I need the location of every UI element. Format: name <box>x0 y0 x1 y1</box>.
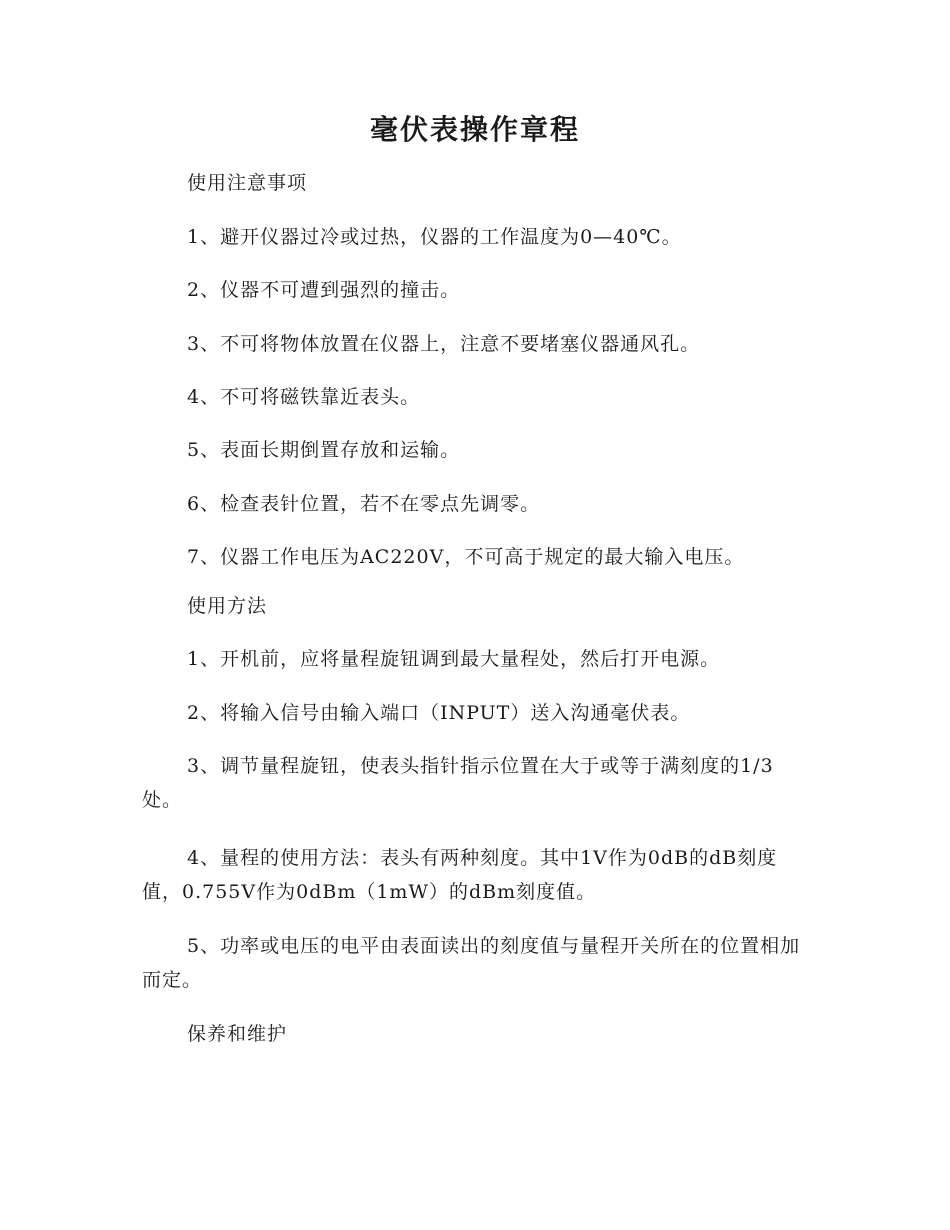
paragraph: 5、功率或电压的电平由表面读出的刻度值与量程开关所在的位置相加而定。 <box>142 935 801 991</box>
section-heading-maintenance: 保养和维护 <box>187 1023 288 1045</box>
paragraph: 6、检查表针位置，若不在零点先调零。 <box>187 493 541 515</box>
paragraph: 2、仪器不可遭到强烈的撞击。 <box>187 279 461 301</box>
paragraph: 2、将输入信号由输入端口（INPUT）送入沟通毫伏表。 <box>187 702 691 724</box>
paragraph: 5、表面长期倒置存放和运输。 <box>187 439 461 461</box>
paragraph: 1、开机前，应将量程旋钮调到最大量程处，然后打开电源。 <box>187 648 721 670</box>
section-heading-precautions: 使用注意事项 <box>187 172 308 194</box>
paragraph: 3、调节量程旋钮，使表头指针指示位置在大于或等于满刻度的1/3处。 <box>142 755 774 811</box>
paragraph: 4、不可将磁铁靠近表头。 <box>187 386 421 408</box>
paragraph: 4、量程的使用方法：表头有两种刻度。其中1V作为0dB的dB刻度值，0.755V作为0dBm（1mW）的dBm刻度值。 <box>142 847 778 903</box>
document-title: 毫伏表操作章程 <box>369 113 580 146</box>
section-heading-usage: 使用方法 <box>187 595 268 617</box>
paragraph: 1、避开仪器过冷或过热，仪器的工作温度为0—40℃。 <box>187 226 682 248</box>
paragraph: 3、不可将物体放置在仪器上，注意不要堵塞仪器通风孔。 <box>187 333 701 355</box>
paragraph: 7、仪器工作电压为AC220V，不可高于规定的最大输入电压。 <box>187 546 745 568</box>
